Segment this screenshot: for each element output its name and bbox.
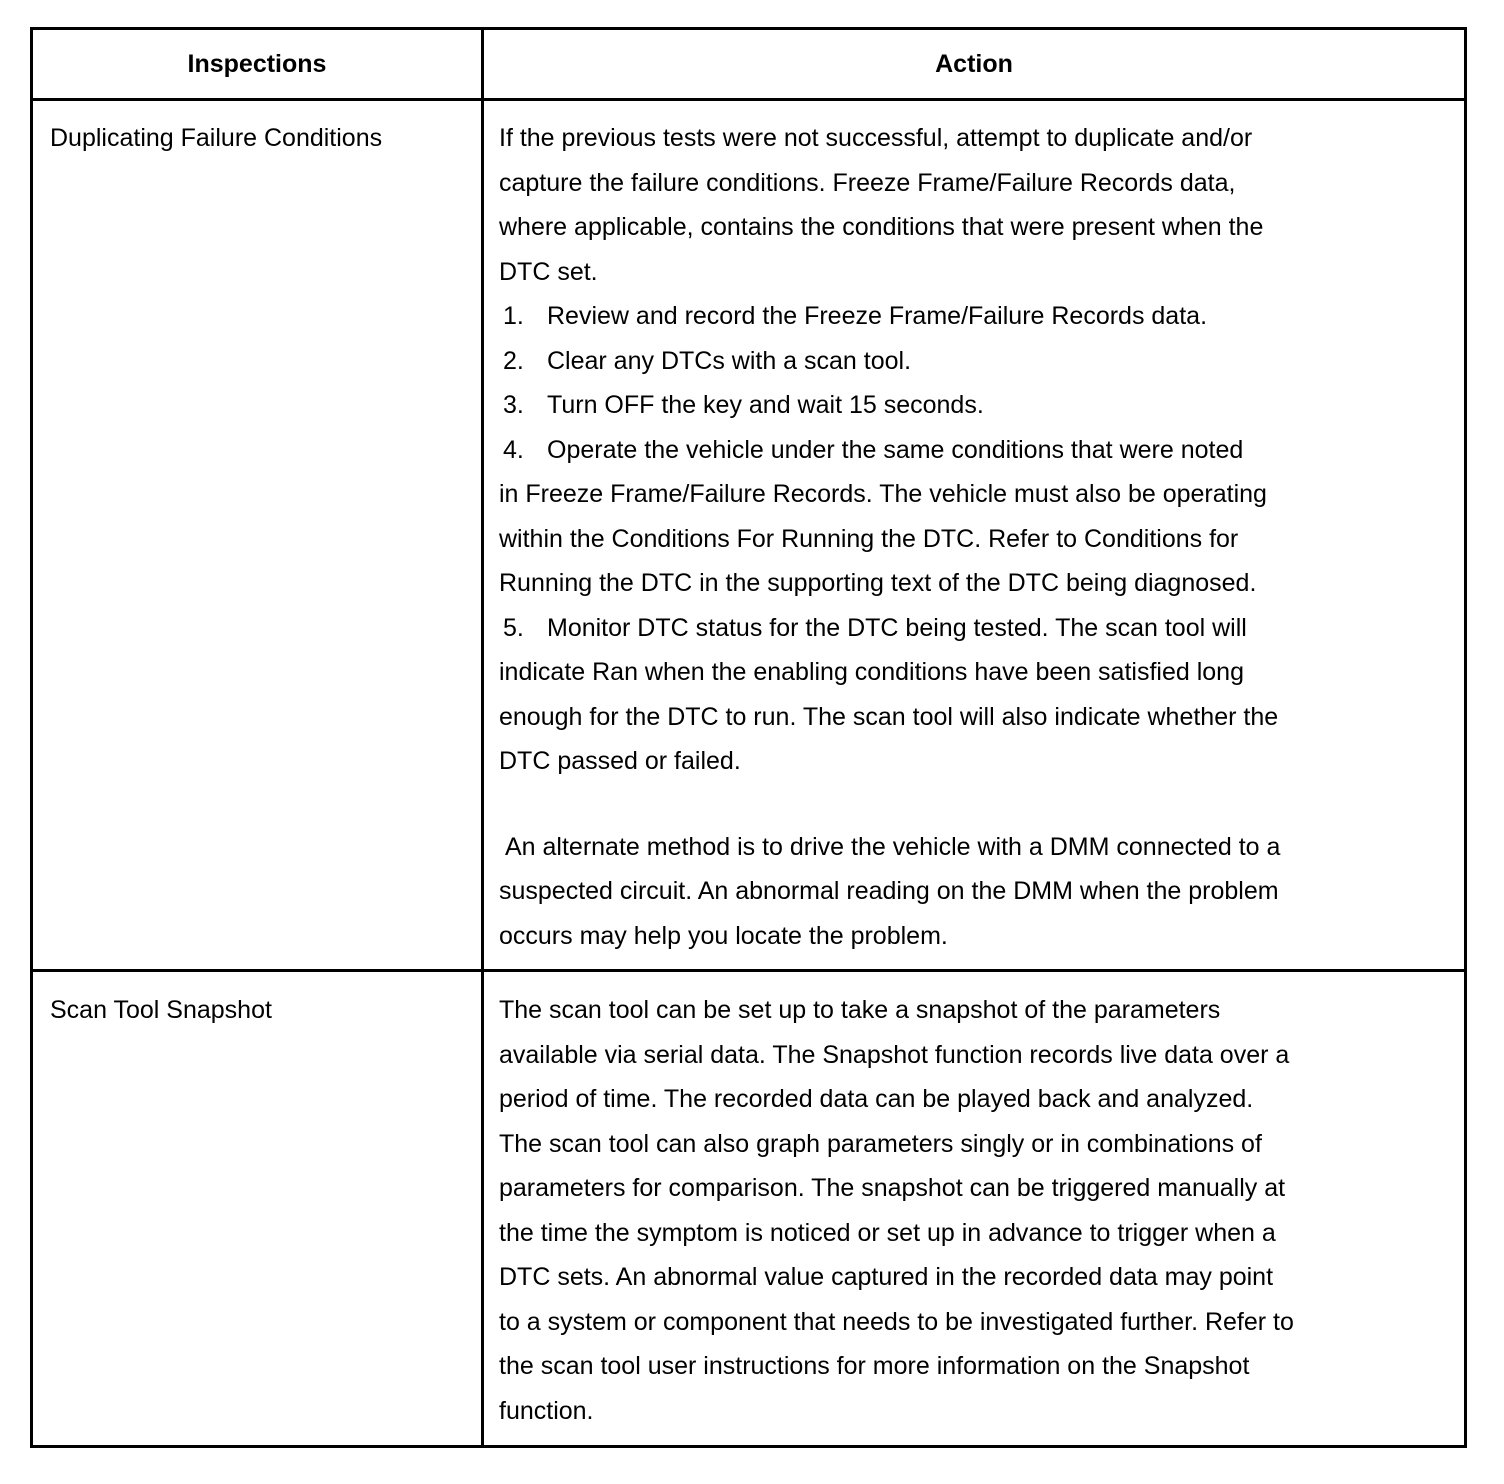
step-text: Monitor DTC status for the DTC being tested. The scan tool will [547, 613, 1247, 642]
action-line: The scan tool can be set up to take a snapshot of the parameters [499, 996, 1221, 1024]
row-1-action [499, 116, 1399, 958]
action-line: function. [499, 1396, 594, 1425]
row-2-inspection: Scan Tool Snapshot [50, 996, 272, 1024]
step-number: 4. [503, 435, 524, 464]
step-text: Review and record the Freeze Frame/Failure Records data. [547, 302, 1208, 330]
action-line: indicate Ran when the enabling conditions have been satisfied long [499, 658, 1244, 686]
action-line: in Freeze Frame/Failure Records. The vehicle must also be operating [499, 480, 1267, 508]
action-line: parameters for comparison. The snapshot can be triggered manually at [499, 1174, 1286, 1202]
action-line: suspected circuit. An abnormal reading on the DMM when the problem [499, 877, 1279, 905]
action-line: An alternate method is to drive the vehicle with a DMM connected to a [505, 832, 1281, 861]
step-item [499, 339, 1399, 384]
step-number: 2. [503, 346, 524, 375]
step-text: Turn OFF the key and wait 15 seconds. [547, 391, 984, 419]
action-line: the scan tool user instructions for more information on the Snapshot [499, 1352, 1250, 1380]
step-text: Operate the vehicle under the same conditions that were noted [547, 435, 1244, 464]
step-item [499, 428, 1399, 473]
spacer [499, 784, 1399, 825]
step-number: 5. [503, 613, 524, 642]
action-line: within the Conditions For Running the DTC. Refer to Conditions for [499, 524, 1239, 553]
action-line: Running the DTC in the supporting text of the DTC being diagnosed. [499, 569, 1257, 597]
row-2-action [499, 988, 1399, 1433]
action-line: the time the symptom is noticed or set up in advance to trigger when a [499, 1218, 1276, 1247]
action-line: DTC passed or failed. [499, 747, 741, 775]
action-line: period of time. The recorded data can be played back and analyzed. [499, 1085, 1254, 1113]
action-line: occurs may help you locate the problem. [499, 921, 948, 950]
step-text: Clear any DTCs with a scan tool. [547, 346, 912, 375]
action-line: capture the failure conditions. Freeze Frame/Failure Records data, [499, 168, 1236, 197]
inspection-table [30, 27, 1467, 1448]
action-line: The scan tool can also graph parameters singly or in combinations of [499, 1129, 1262, 1158]
header-action: Action [935, 50, 1013, 78]
column-divider [481, 30, 484, 1445]
row-divider [33, 969, 1464, 972]
action-line: to a system or component that needs to be investigated further. Refer to [499, 1307, 1294, 1336]
action-line: where applicable, contains the conditions that were present when the [499, 213, 1264, 241]
step-number: 1. [503, 302, 524, 330]
step-item [499, 606, 1399, 651]
row-1-inspection: Duplicating Failure Conditions [50, 124, 383, 152]
action-line: DTC sets. An abnormal value captured in the recorded data may point [499, 1263, 1274, 1291]
action-line: enough for the DTC to run. The scan tool will also indicate whether the [499, 702, 1279, 731]
step-item [499, 294, 1399, 339]
step-item [499, 383, 1399, 428]
step-number: 3. [503, 391, 524, 419]
table-header-row [33, 30, 1464, 101]
header-inspections: Inspections [187, 50, 327, 78]
action-line: If the previous tests were not successful, attempt to duplicate and/or [499, 124, 1253, 152]
action-line: available via serial data. The Snapshot function records live data over a [499, 1040, 1290, 1069]
action-line: DTC set. [499, 257, 598, 286]
